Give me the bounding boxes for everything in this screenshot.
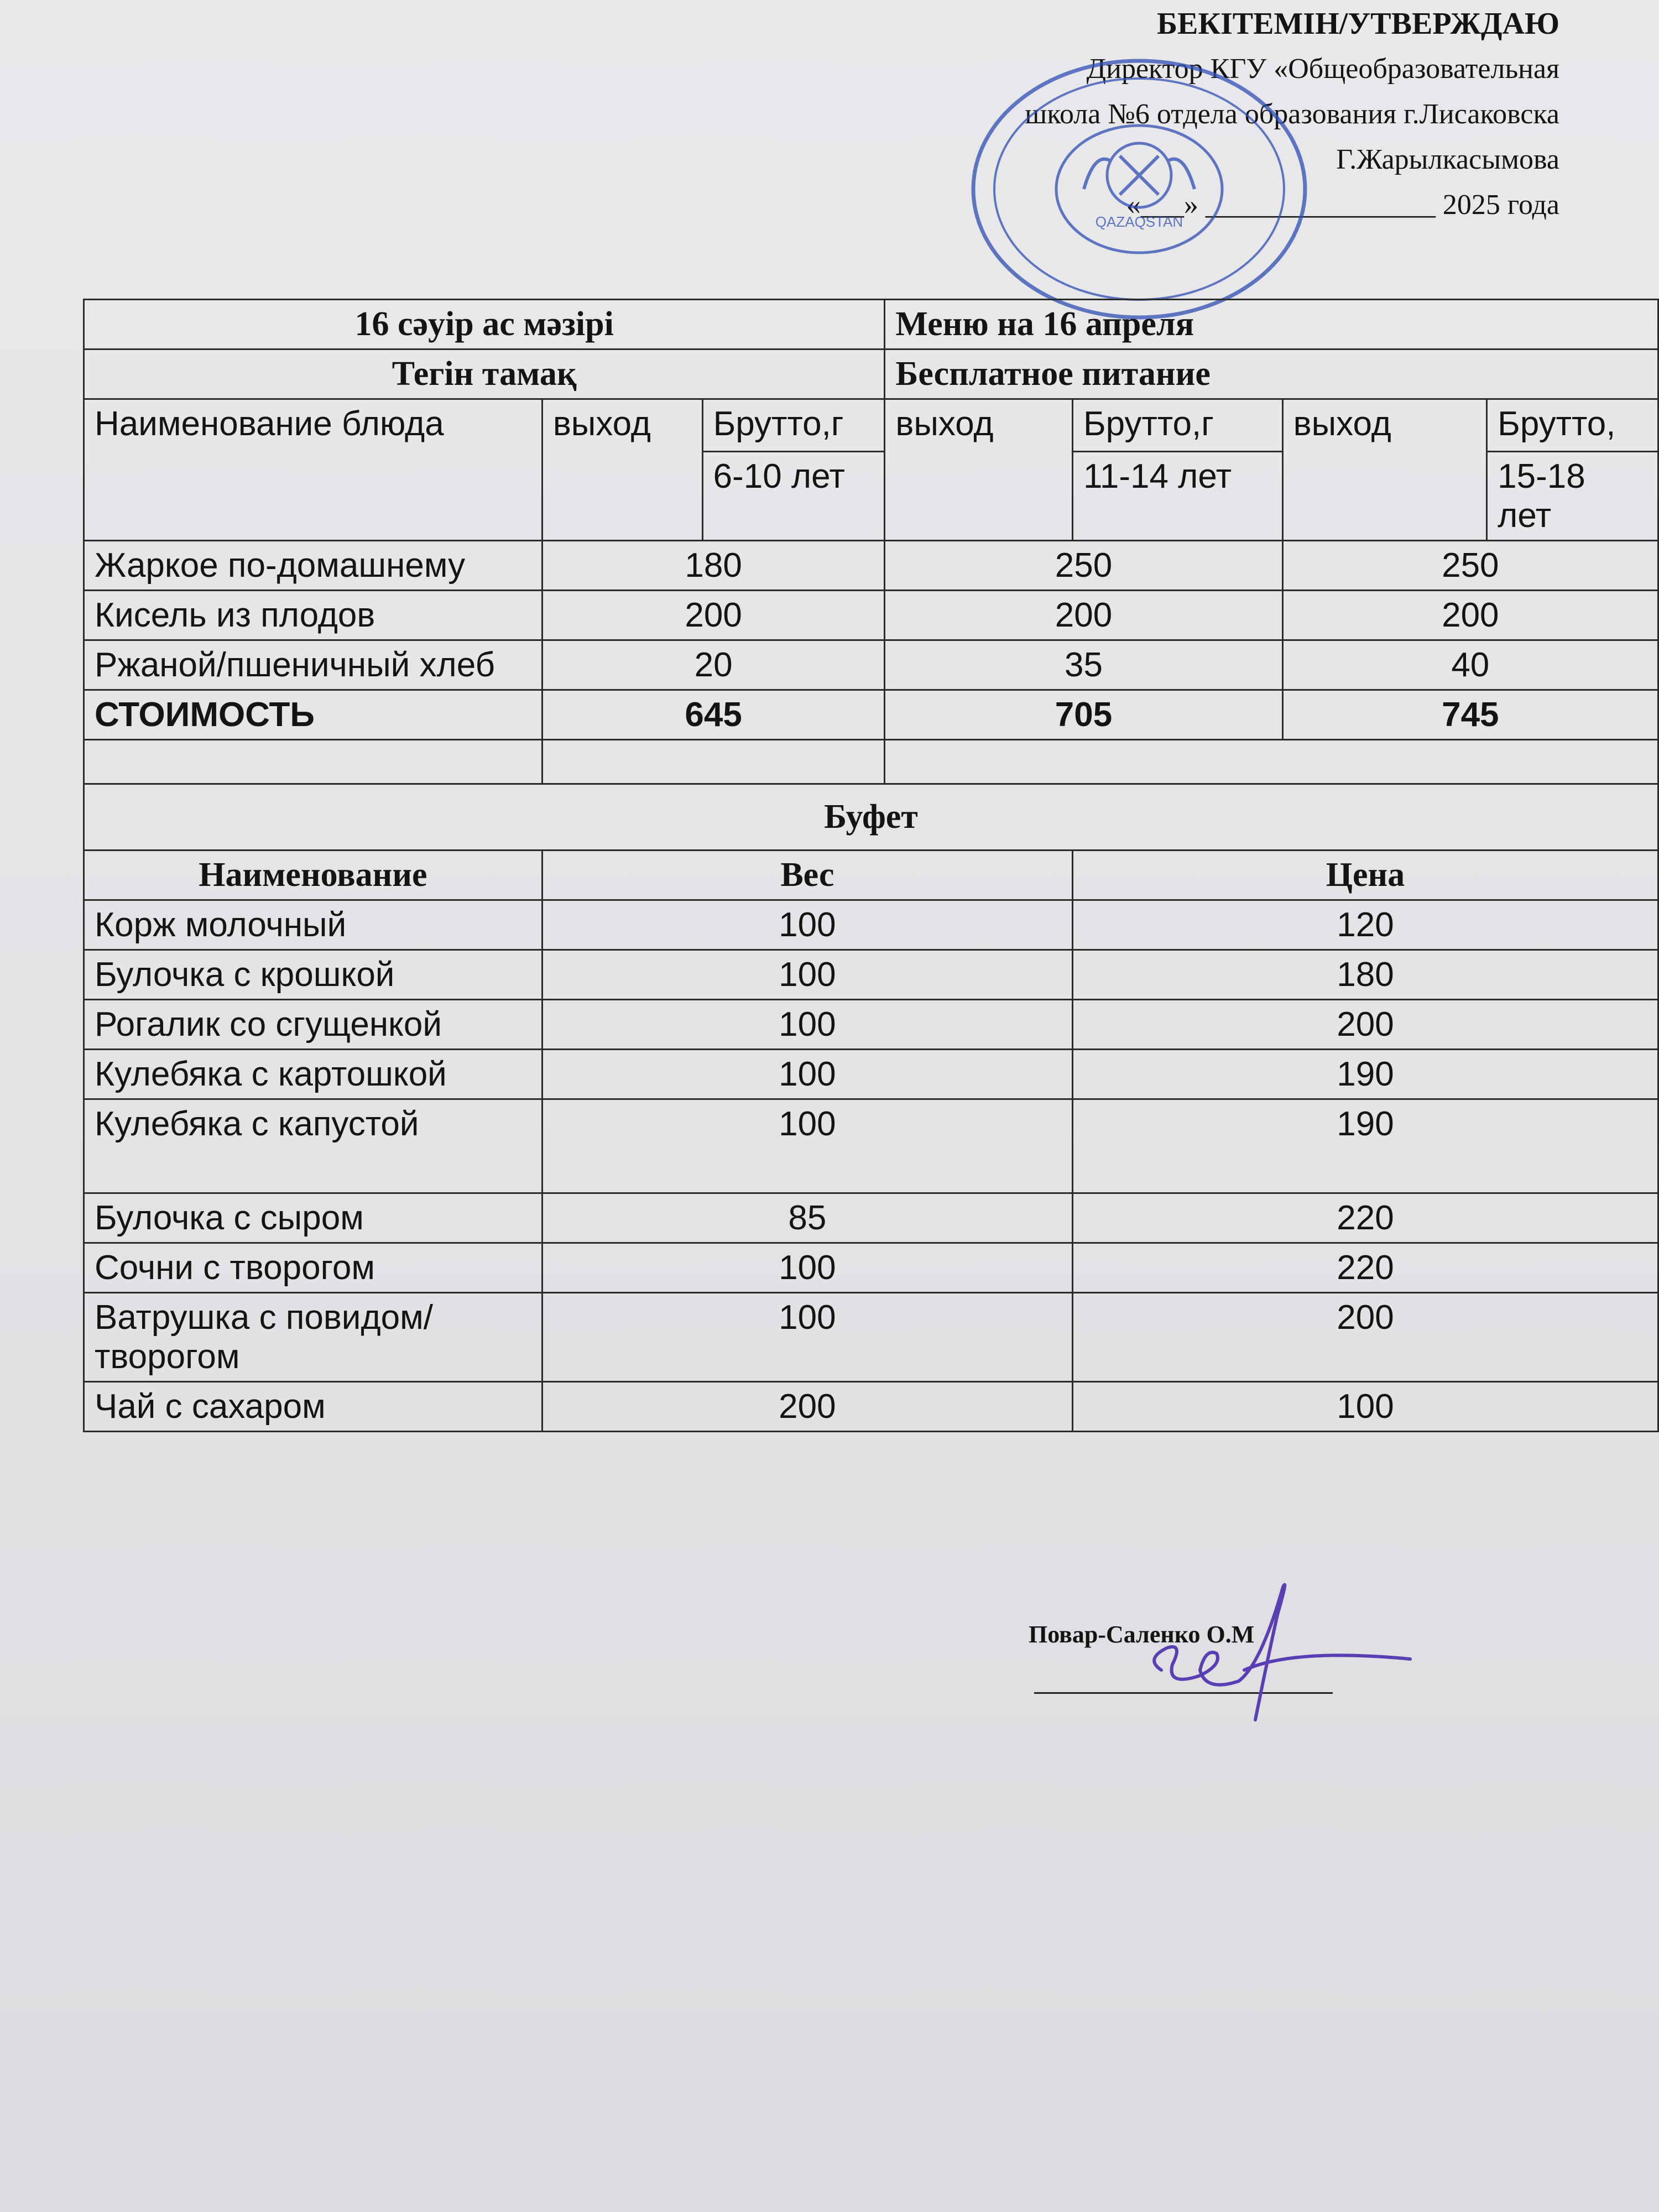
- buffet-item-weight: 100: [542, 1293, 1072, 1382]
- portion-11-14: 35: [885, 640, 1282, 690]
- buffet-item-name: Корж молочный: [84, 900, 542, 950]
- portion-11-14: 250: [885, 541, 1282, 591]
- approval-title: БЕКІТЕМІН/УТВЕРЖДАЮ: [1156, 7, 1559, 41]
- buffet-col-price: Цена: [1072, 851, 1658, 900]
- menu-subtitle-ru: Бесплатное питание: [885, 349, 1658, 399]
- table-row: [84, 900, 1658, 950]
- buffet-item-weight: 100: [542, 900, 1072, 950]
- buffet-col-weight: Вес: [542, 851, 1072, 900]
- buffet-item-name: Булочка с крошкой: [84, 950, 542, 1000]
- buffet-title: Буфет: [84, 784, 1658, 851]
- buffet-item-weight: 85: [542, 1193, 1072, 1243]
- cost-11-14: 705: [885, 690, 1282, 740]
- menu-subtitle-kz: Тегін тамақ: [84, 349, 885, 399]
- portion-6-10: 180: [542, 541, 885, 591]
- table-row: [84, 541, 1658, 591]
- buffet-item-name: Кулебяка с картошкой: [84, 1050, 542, 1099]
- buffet-item-price: 190: [1072, 1050, 1658, 1099]
- portion-15-18: 40: [1282, 640, 1658, 690]
- table-row: [84, 950, 1658, 1000]
- empty-cell: [84, 740, 542, 784]
- buffet-item-weight: 100: [542, 1000, 1072, 1050]
- buffet-item-name: Рогалик со сгущенкой: [84, 1000, 542, 1050]
- buffet-item-price: 120: [1072, 900, 1658, 950]
- table-row: [84, 1099, 1658, 1193]
- buffet-item-price: 200: [1072, 1000, 1658, 1050]
- table-row: [84, 640, 1658, 690]
- handwritten-signature: [1150, 1582, 1416, 1736]
- empty-row: [84, 740, 1658, 784]
- cost-label: СТОИМОСТЬ: [84, 690, 542, 740]
- col-brutto-2: Брутто,г: [1072, 399, 1282, 452]
- buffet-item-name: Сочни с творогом: [84, 1243, 542, 1293]
- age-group-3: 15-18 лет: [1487, 452, 1658, 541]
- dish-name: Жаркое по-домашнему: [84, 541, 542, 591]
- approval-line-4: «___» ________________ 2025 года: [1126, 189, 1559, 221]
- approval-line-1: Директор КГУ «Общеобразовательная: [1086, 53, 1559, 85]
- col-vyhod-1: выход: [542, 399, 702, 541]
- cost-15-18: 745: [1282, 690, 1658, 740]
- portion-6-10: 200: [542, 591, 885, 640]
- table-row: [84, 1382, 1658, 1432]
- buffet-item-name: Булочка с сыром: [84, 1193, 542, 1243]
- portion-11-14: 200: [885, 591, 1282, 640]
- buffet-item-price: 200: [1072, 1293, 1658, 1382]
- buffet-item-weight: 200: [542, 1382, 1072, 1432]
- table-row: [84, 1000, 1658, 1050]
- approval-line-3: Г.Жарылкасымова: [1336, 144, 1559, 175]
- portion-15-18: 200: [1282, 591, 1658, 640]
- col-dish-name: Наименование блюда: [84, 399, 542, 541]
- table-row: [84, 591, 1658, 640]
- buffet-item-name: Чай с сахаром: [84, 1382, 542, 1432]
- buffet-item-price: 100: [1072, 1382, 1658, 1432]
- buffet-item-weight: 100: [542, 1243, 1072, 1293]
- cook-signature-label: Повар-Саленко О.М: [1029, 1621, 1255, 1648]
- stamp-caption: QAZAQSTAN: [1095, 213, 1183, 230]
- buffet-item-price: 220: [1072, 1243, 1658, 1293]
- age-group-2: 11-14 лет: [1072, 452, 1282, 541]
- table-row: [84, 1293, 1658, 1382]
- col-brutto-1: Брутто,г: [702, 399, 885, 452]
- buffet-item-weight: 100: [542, 1099, 1072, 1193]
- cost-6-10: 645: [542, 690, 885, 740]
- table-row: [84, 1243, 1658, 1293]
- menu-title-ru: Меню на 16 апреля: [885, 300, 1658, 349]
- menu-title-kz: 16 сәуір ас мәзірі: [84, 300, 885, 349]
- buffet-col-name: Наименование: [84, 851, 542, 900]
- table-row: [84, 1193, 1658, 1243]
- buffet-item-price: 220: [1072, 1193, 1658, 1243]
- col-brutto-3: Брутто,: [1487, 399, 1658, 452]
- buffet-item-weight: 100: [542, 950, 1072, 1000]
- age-group-1: 6-10 лет: [702, 452, 885, 541]
- menu-table: [83, 299, 1659, 1432]
- dish-name: Ржаной/пшеничный хлеб: [84, 640, 542, 690]
- empty-cell: [542, 740, 885, 784]
- empty-cell: [885, 740, 1658, 784]
- portion-15-18: 250: [1282, 541, 1658, 591]
- buffet-item-price: 190: [1072, 1099, 1658, 1193]
- table-row: [84, 1050, 1658, 1099]
- portion-6-10: 20: [542, 640, 885, 690]
- buffet-item-price: 180: [1072, 950, 1658, 1000]
- col-vyhod-3: выход: [1282, 399, 1487, 541]
- buffet-item-weight: 100: [542, 1050, 1072, 1099]
- buffet-item-name: Ватрушка с повидом/творогом: [84, 1293, 542, 1382]
- dish-name: Кисель из плодов: [84, 591, 542, 640]
- cost-row: [84, 690, 1658, 740]
- official-stamp: [962, 51, 1316, 327]
- buffet-item-name: Кулебяка с капустой: [84, 1099, 542, 1193]
- col-vyhod-2: выход: [885, 399, 1073, 541]
- approval-line-2: школа №6 отдела образования г.Лисаковска: [1025, 98, 1559, 130]
